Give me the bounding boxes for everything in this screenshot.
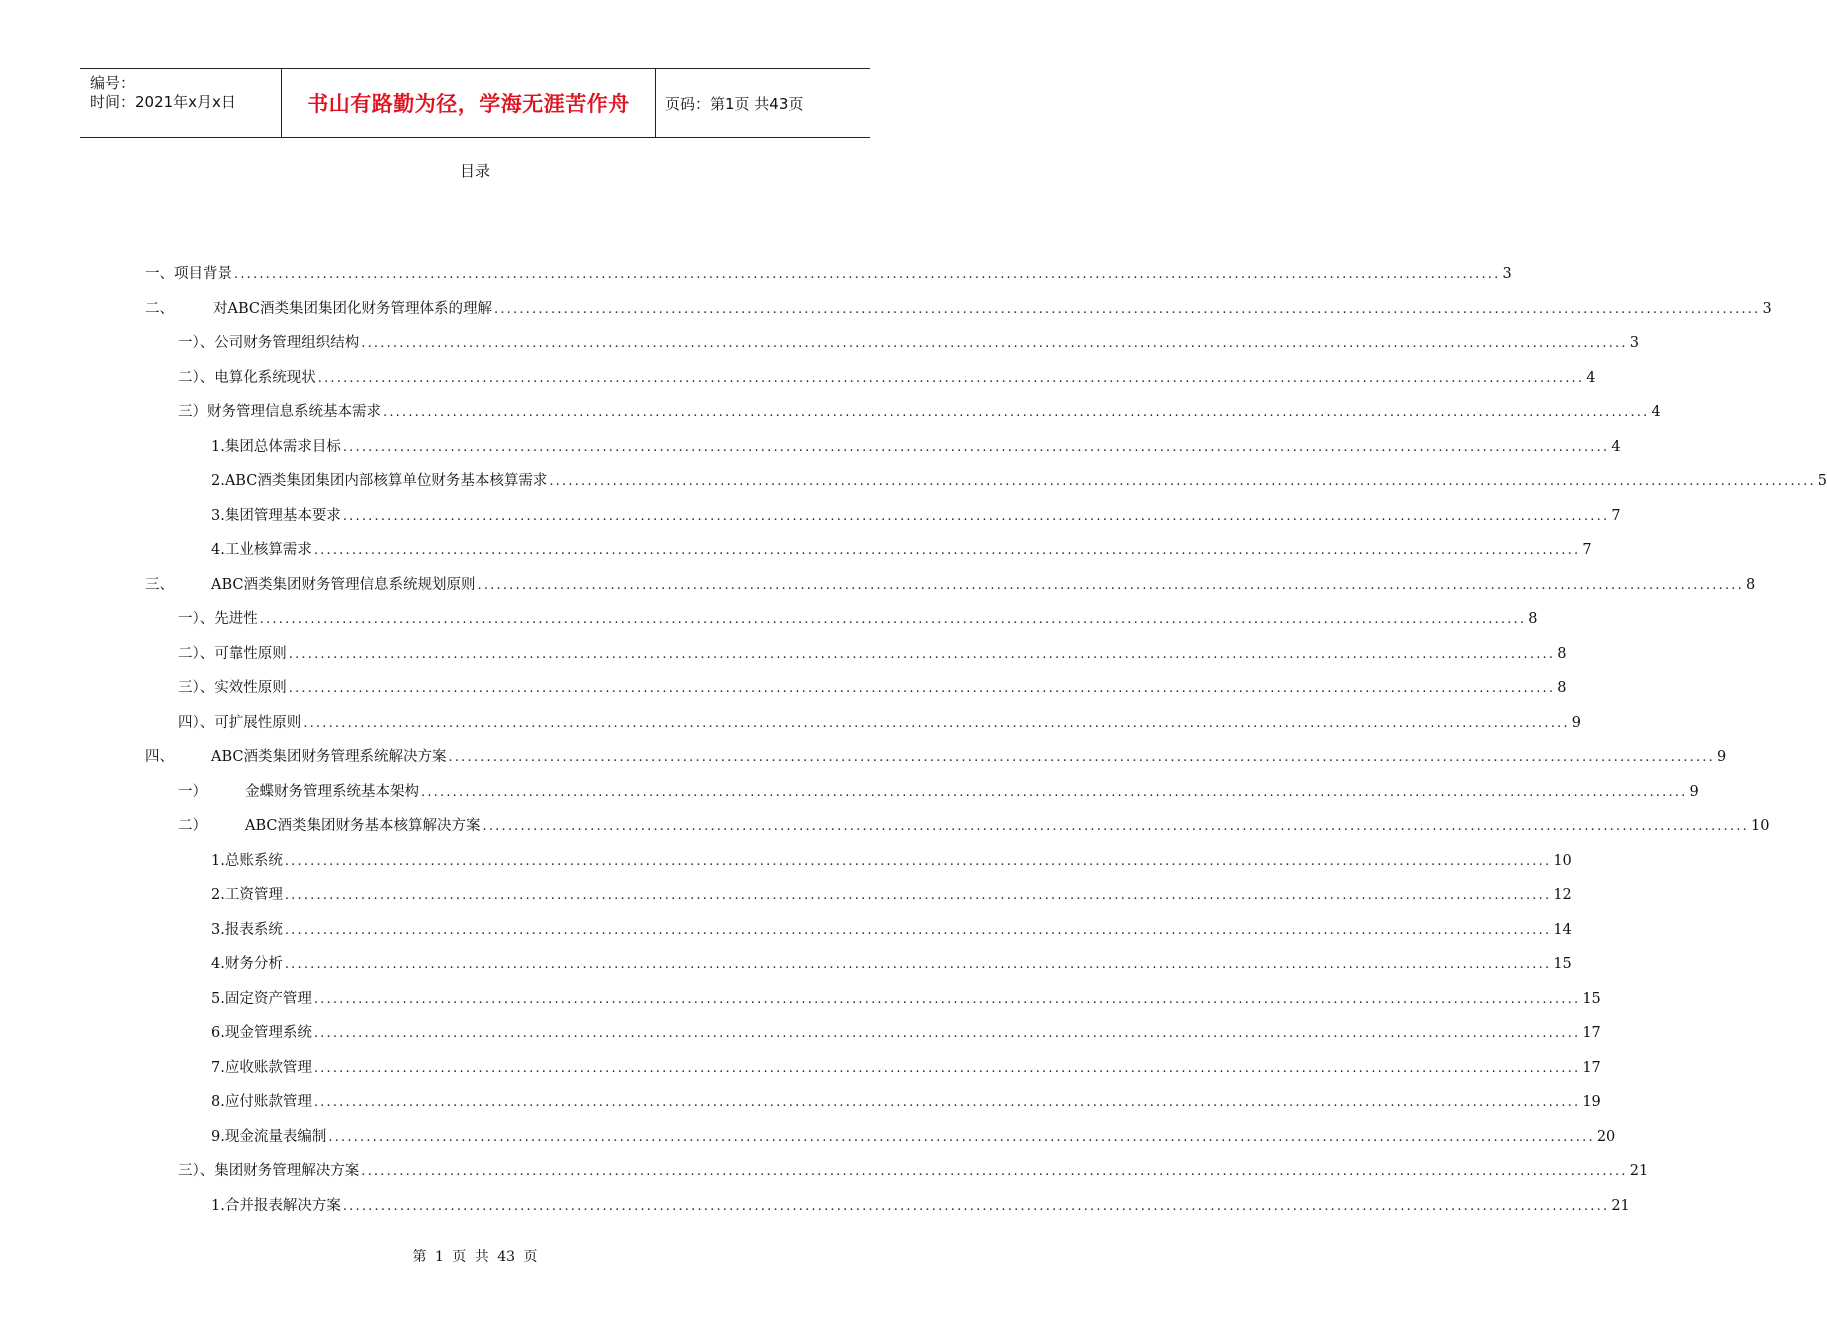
toc-entry[interactable]	[178, 780, 1699, 804]
toc-entry[interactable]	[211, 469, 1827, 493]
toc-entry-title: 一）、先进性	[178, 611, 258, 627]
toc-entry-page: 12	[1553, 887, 1572, 903]
document-header	[80, 68, 870, 138]
toc-entry[interactable]	[178, 1159, 1649, 1183]
toc-entry[interactable]	[211, 1090, 1601, 1114]
toc-entry-title: ABC酒类集团财务管理系统解决方案	[211, 749, 447, 765]
toc-leader-dots: ........................................................................................................................................................................................................	[284, 957, 1552, 972]
toc-entry-title: 对ABC酒类集团集团化财务管理体系的理解	[213, 300, 492, 317]
toc-entry[interactable]	[178, 607, 1538, 631]
toc-entry[interactable]	[211, 538, 1592, 562]
toc-entry-page: 9	[1716, 749, 1727, 765]
toc-entry-number: 三、	[145, 576, 174, 593]
toc-entry-title: 8.应付账款管理	[211, 1094, 312, 1110]
toc-entry-title: 一、项目背景	[145, 266, 232, 282]
toc-entry-page: 3	[1502, 266, 1512, 282]
toc-entry[interactable]	[211, 1056, 1601, 1080]
header-number-label: 编号：	[90, 74, 136, 92]
toc-entry-page: 8	[1557, 645, 1567, 662]
toc-entry-page: 21	[1611, 1197, 1630, 1214]
toc-entry-page: 4	[1611, 438, 1621, 455]
toc-entry-page: 17	[1582, 1025, 1601, 1041]
toc-entry-number: 二）	[178, 818, 207, 834]
toc-entry-title: 金蝶财务管理系统基本架构	[245, 783, 419, 800]
toc-leader-dots: ........................................................................................................................................................................................................	[284, 853, 1552, 869]
toc-leader-dots: ........................................................................................................................................................................................................	[313, 1095, 1581, 1110]
toc-leader-dots: ........................................................................................................................................................................................................	[284, 888, 1552, 903]
toc-leader-dots: ........................................................................................................................................................................................................	[448, 750, 1715, 765]
toc-entry-title: 1.集团总体需求目标	[211, 438, 341, 455]
toc-entry[interactable]	[178, 642, 1567, 666]
toc-leader-dots: ........................................................................................................................................................................................................	[313, 991, 1581, 1007]
header-time-label: 时间：2021年x月x日	[90, 93, 236, 111]
header-motto: 书山有路勤为径，学海无涯苦作舟	[281, 69, 656, 137]
toc-leader-dots: ........................................................................................................................................................................................................	[288, 681, 1556, 696]
toc-entry-title: 2.ABC酒类集团集团内部核算单位财务基本核算需求	[211, 473, 548, 489]
toc-leader-dots: ........................................................................................................................................................................................................	[303, 715, 1570, 731]
toc-entry[interactable]	[211, 1194, 1630, 1218]
toc-title: 目录	[459, 162, 490, 180]
toc-entry[interactable]	[145, 262, 1512, 286]
toc-entry-number: 二、	[145, 300, 174, 317]
toc-entry-page: 17	[1582, 1059, 1601, 1076]
toc-leader-dots: ........................................................................................................................................................................................................	[477, 577, 1744, 593]
toc-leader-dots: ........................................................................................................................................................................................................	[421, 784, 1688, 800]
toc-entry-page: 7	[1582, 542, 1592, 558]
toc-entry-page: 9	[1571, 714, 1581, 731]
toc-entry-page: 4	[1586, 369, 1596, 386]
toc-entry-title: 二）、可靠性原则	[178, 645, 287, 662]
toc-entry-page: 10	[1553, 852, 1572, 869]
toc-entry[interactable]	[178, 676, 1567, 700]
toc-entry-page: 21	[1629, 1163, 1649, 1179]
header-page-info: 页码：第1页 共43页	[665, 94, 804, 113]
toc-leader-dots: ........................................................................................................................................................................................................	[313, 543, 1581, 558]
toc-entry[interactable]	[211, 504, 1621, 528]
toc-entry-title: ABC酒类集团财务基本核算解决方案	[245, 818, 481, 834]
toc-entry-page: 5	[1817, 473, 1827, 489]
toc-entry[interactable]	[178, 711, 1581, 735]
toc-entry[interactable]	[211, 918, 1572, 942]
toc-leader-dots: ........................................................................................................................................................................................................	[361, 1164, 1628, 1179]
toc-leader-dots: ........................................................................................................................................................................................................	[313, 1026, 1581, 1041]
toc-entry[interactable]	[178, 331, 1639, 355]
toc-entry[interactable]	[178, 366, 1596, 390]
toc-entry-title: 3.报表系统	[211, 921, 283, 938]
toc-entry-page: 15	[1582, 990, 1601, 1007]
toc-entry-title: 二）、电算化系统现状	[178, 369, 316, 386]
toc-entry-page: 3	[1762, 300, 1772, 317]
toc-entry[interactable]	[211, 435, 1621, 459]
page-footer: 第 1 页 共 43 页	[412, 1249, 538, 1265]
toc-leader-dots: ........................................................................................................................................................................................................	[284, 922, 1552, 938]
toc-entry-page: 10	[1750, 818, 1770, 834]
toc-entry-page: 8	[1745, 576, 1756, 593]
toc-entry-page: 9	[1689, 783, 1699, 800]
toc-entry-title: 6.现金管理系统	[211, 1025, 312, 1041]
toc-leader-dots: ........................................................................................................................................................................................................	[494, 301, 1761, 317]
toc-entry-page: 4	[1651, 404, 1661, 420]
toc-entry-title: 一）、公司财务管理组织结构	[178, 335, 360, 351]
toc-entry-page: 14	[1553, 921, 1572, 938]
toc-entry-title: 四）、可扩展性原则	[178, 714, 302, 731]
toc-entry-title: 2.工资管理	[211, 887, 283, 903]
toc-leader-dots: ........................................................................................................................................................................................................	[549, 474, 1816, 489]
toc-entry[interactable]	[145, 297, 1772, 321]
toc-entry-title: 7.应收账款管理	[211, 1059, 312, 1076]
toc-entry-page: 20	[1596, 1128, 1616, 1145]
toc-entry[interactable]	[211, 1021, 1601, 1045]
toc-entry-title: 三）、实效性原则	[178, 680, 287, 696]
toc-entry-page: 3	[1629, 335, 1639, 351]
toc-entry-title: 三）财务管理信息系统基本需求	[178, 404, 381, 420]
toc-entry-page: 8	[1528, 611, 1538, 627]
toc-entry[interactable]	[145, 573, 1756, 597]
toc-entry-title: 5.固定资产管理	[211, 990, 312, 1007]
toc-leader-dots: ........................................................................................................................................................................................................	[328, 1129, 1595, 1145]
toc-leader-dots: ........................................................................................................................................................................................................	[482, 819, 1749, 834]
toc-entry-title: ABC酒类集团财务管理信息系统规划原则	[211, 576, 476, 593]
toc-entry-title: 4.财务分析	[211, 956, 283, 972]
toc-entry-page: 19	[1582, 1094, 1601, 1110]
toc-entry-title: 9.现金流量表编制	[211, 1128, 327, 1145]
toc-entry[interactable]	[178, 400, 1661, 424]
toc-entry-page: 15	[1553, 956, 1572, 972]
toc-leader-dots: ........................................................................................................................................................................................................	[234, 267, 1501, 282]
toc-entry-number: 一）	[178, 783, 207, 800]
toc-leader-dots: ........................................................................................................................................................................................................	[317, 370, 1585, 386]
toc-entry[interactable]	[211, 952, 1572, 976]
toc-entry[interactable]	[211, 1125, 1616, 1149]
toc-entry-title: 4.工业核算需求	[211, 542, 312, 558]
toc-leader-dots: ........................................................................................................................................................................................................	[313, 1060, 1581, 1076]
toc-entry-page: 8	[1557, 680, 1567, 696]
toc-leader-dots: ........................................................................................................................................................................................................	[342, 508, 1610, 524]
toc-entry[interactable]	[211, 849, 1572, 873]
toc-entry-title: 1.合并报表解决方案	[211, 1197, 341, 1214]
toc-entry-title: 3.集团管理基本要求	[211, 507, 341, 524]
toc-entry[interactable]	[211, 987, 1601, 1011]
toc-entry[interactable]	[145, 745, 1727, 769]
toc-leader-dots: ........................................................................................................................................................................................................	[342, 1198, 1610, 1214]
toc-entry-title: 1.总账系统	[211, 852, 283, 869]
toc-entry-title: 三）、集团财务管理解决方案	[178, 1163, 360, 1179]
toc-leader-dots: ........................................................................................................................................................................................................	[259, 612, 1527, 627]
toc-leader-dots: ........................................................................................................................................................................................................	[383, 405, 1650, 420]
toc-leader-dots: ........................................................................................................................................................................................................	[361, 336, 1628, 351]
header-meta-cell	[80, 69, 281, 137]
toc-leader-dots: ........................................................................................................................................................................................................	[342, 439, 1610, 455]
toc-entry[interactable]	[211, 883, 1572, 907]
toc-entry-number: 四、	[145, 749, 174, 765]
toc-leader-dots: ........................................................................................................................................................................................................	[288, 646, 1556, 662]
toc-entry-page: 7	[1611, 507, 1621, 524]
toc-entry[interactable]	[178, 814, 1770, 838]
